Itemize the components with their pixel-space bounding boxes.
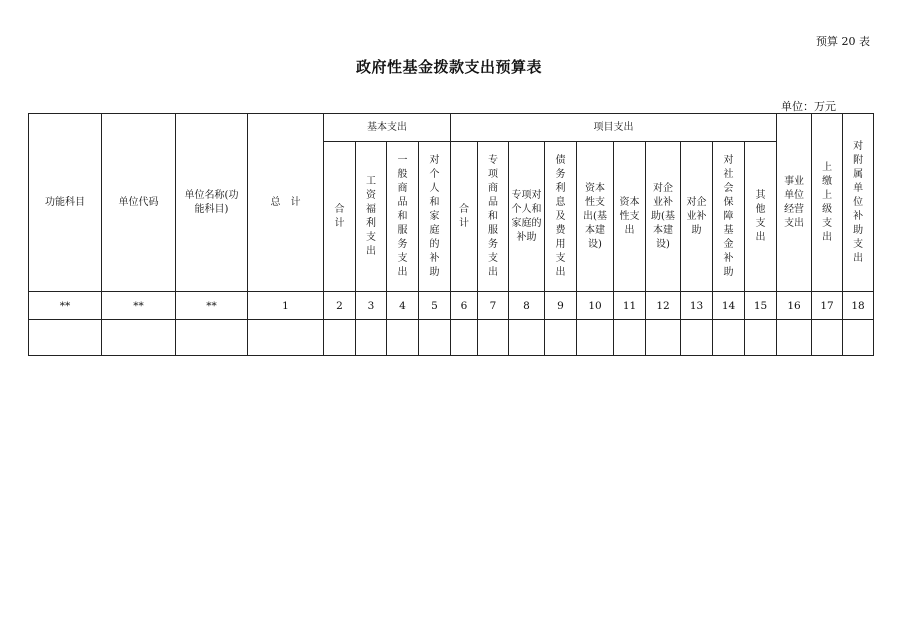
number-cell: 15 [745,292,777,320]
header-project-debt-interest: 债务利息及费用支出 [545,142,577,292]
header-project-social-security-subsidy: 对社会保障基金补助 [713,142,745,292]
header-unit-code: 单位代码 [102,114,176,292]
empty-cell [356,320,387,356]
header-row-1 [29,114,874,142]
empty-cell [324,320,356,356]
empty-cell [419,320,451,356]
number-cell: ** [176,292,248,320]
header-basic-expenditure: 基本支出 [324,114,451,142]
header-project-expenditure: 项目支出 [451,114,777,142]
number-cell: 8 [509,292,545,320]
form-number: 预算 20 表 [816,35,870,48]
header-project-subtotal: 合计 [451,142,478,292]
header-project-enterprise-subsidy: 对企业补助 [681,142,713,292]
empty-cell [812,320,843,356]
page-title: 政府性基金拨款支出预算表 [355,58,542,76]
empty-cell [545,320,577,356]
empty-cell [478,320,509,356]
header-upper-remittance: 上缴上级支出 [812,114,843,292]
empty-cell [509,320,545,356]
header-unit-name: 单位名称(功能科目) [176,114,248,292]
header-project-household-subsidy: 专项对个人和家庭的补助 [509,142,545,292]
header-function-subject: 功能科目 [29,114,102,292]
number-cell: 16 [777,292,812,320]
header-basic-household-subsidy: 对个人和家庭的补助 [419,142,451,292]
header-basic-subtotal: 合计 [324,142,356,292]
header-affiliate-subsidy: 对附属单位补助支出 [843,114,874,292]
empty-cell [843,320,874,356]
unit-label: 单位：万元 [781,100,836,113]
empty-cell [713,320,745,356]
empty-cell [387,320,419,356]
number-cell: 11 [614,292,646,320]
number-cell: 13 [681,292,713,320]
empty-cell [29,320,102,356]
header-project-other: 其他支出 [745,142,777,292]
number-cell: 12 [646,292,681,320]
number-cell: 7 [478,292,509,320]
number-cell: 1 [248,292,324,320]
empty-cell [102,320,176,356]
number-cell: 9 [545,292,577,320]
empty-cell [745,320,777,356]
number-cell: 17 [812,292,843,320]
number-cell: 6 [451,292,478,320]
header-project-goods-services: 专项商品和服务支出 [478,142,509,292]
empty-cell [577,320,614,356]
empty-cell [681,320,713,356]
empty-cell [451,320,478,356]
empty-data-row [29,320,874,356]
header-project-enterprise-subsidy-construction: 对企业补助(基本建设) [646,142,681,292]
number-cell: 5 [419,292,451,320]
empty-cell [614,320,646,356]
header-project-capital: 资本性支出 [614,142,646,292]
number-cell: 14 [713,292,745,320]
header-project-capital-construction: 资本性支出(基本建设) [577,142,614,292]
number-row [29,292,874,320]
header-basic-salary-welfare: 工资福利支出 [356,142,387,292]
header-total: 总 计 [248,114,324,292]
empty-cell [248,320,324,356]
budget-table [28,113,874,356]
empty-cell [176,320,248,356]
number-cell: 18 [843,292,874,320]
number-cell: 2 [324,292,356,320]
number-cell: 10 [577,292,614,320]
header-enterprise-operating-expenditure: 事业单位经营支出 [777,114,812,292]
number-cell: ** [102,292,176,320]
number-cell: ** [29,292,102,320]
header-basic-goods-services: 一般商品和服务支出 [387,142,419,292]
empty-cell [777,320,812,356]
number-cell: 3 [356,292,387,320]
empty-cell [646,320,681,356]
number-cell: 4 [387,292,419,320]
